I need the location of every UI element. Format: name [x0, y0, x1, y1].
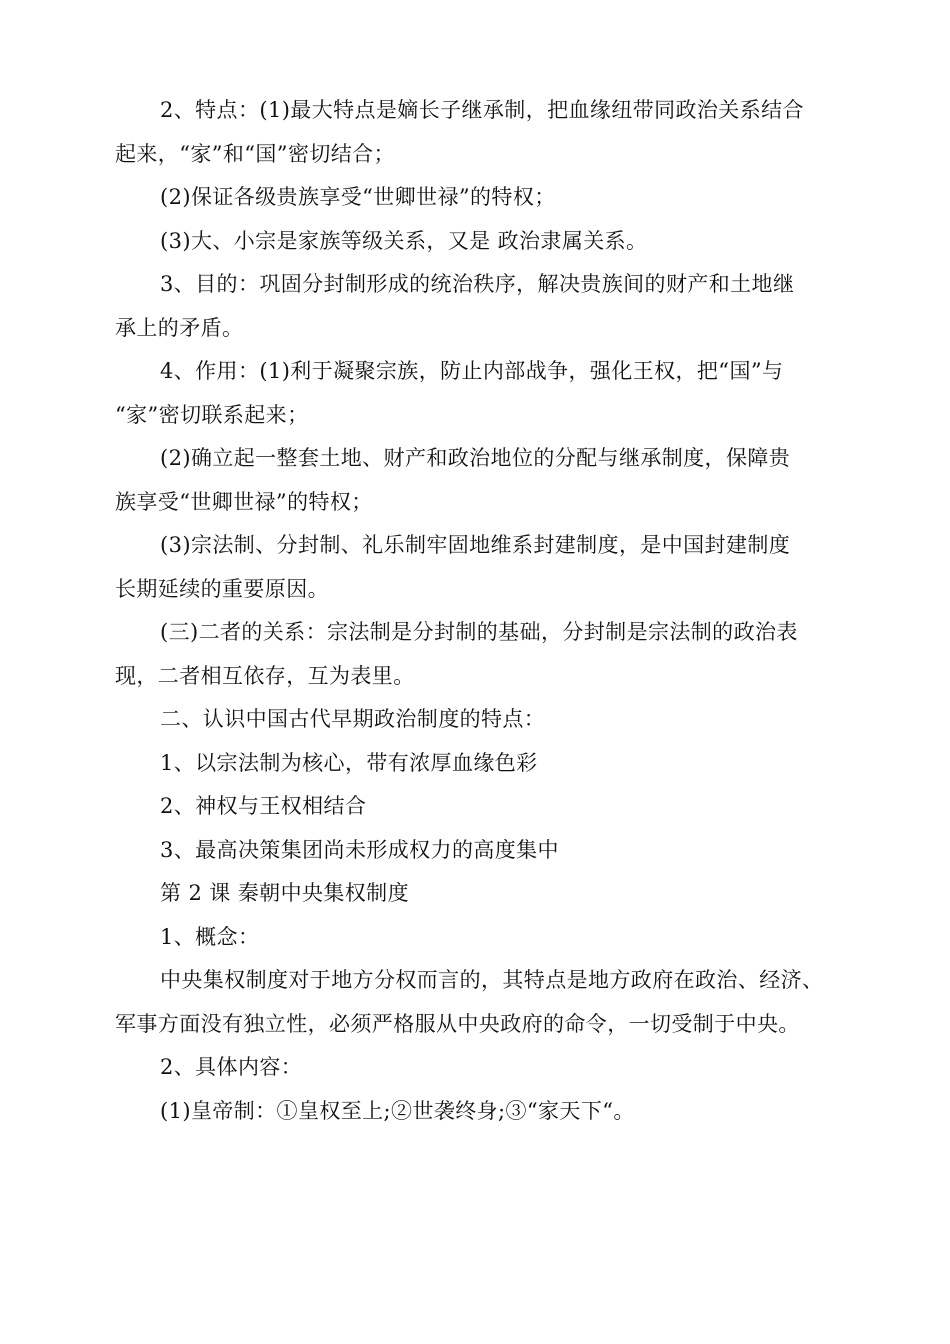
text-line: (3)大、小宗是家族等级关系，又是 政治隶属关系。 [160, 229, 648, 253]
text-line: 3、最高决策集团尚未形成权力的高度集中 [160, 838, 559, 862]
text-line: 现，二者相互依存，互为表里。 [115, 664, 415, 688]
text-line: (三)二者的关系：宗法制是分封制的基础，分封制是宗法制的政治表 [160, 620, 798, 644]
text-line: “家”密切联系起来； [115, 403, 309, 427]
text-line: 2、特点：(1)最大特点是嫡长子继承制，把血缘纽带同政治关系结合 [160, 98, 804, 122]
text-line: 4、作用：(1)利于凝聚宗族，防止内部战争，强化王权，把“国”与 [160, 359, 784, 383]
text-line: 3、目的：巩固分封制形成的统治秩序，解决贵族间的财产和土地继 [160, 272, 795, 296]
text-line: 长期延续的重要原因。 [115, 577, 329, 601]
text-line: 起来，“家”和“国”密切结合； [115, 142, 395, 166]
text-line: 军事方面没有独立性，必须严格服从中央政府的命令，一切受制于中央。 [115, 1012, 800, 1036]
text-line: (2)确立起一整套土地、财产和政治地位的分配与继承制度，保障贵 [160, 446, 791, 470]
section-heading: 第 2 课 秦朝中央集权制度 [160, 881, 409, 905]
text-line: 族享受“世卿世禄”的特权； [115, 490, 373, 514]
text-line: 二、认识中国古代早期政治制度的特点： [160, 707, 546, 731]
text-line: 2、具体内容： [160, 1055, 303, 1079]
text-line: (2)保证各级贵族享受“世卿世禄”的特权； [160, 185, 556, 209]
text-line: 1、概念： [160, 925, 260, 949]
text-line: 2、神权与王权相结合 [160, 794, 367, 818]
text-line: (3)宗法制、分封制、礼乐制牢固地维系封建制度，是中国封建制度 [160, 533, 791, 557]
text-line: 中央集权制度对于地方分权而言的，其特点是地方政府在政治、经济、 [160, 968, 824, 992]
text-line: 1、以宗法制为核心，带有浓厚血缘色彩 [160, 751, 538, 775]
text-line: 承上的矛盾。 [115, 316, 244, 340]
text-line: (1)皇帝制：①皇权至上;②世袭终身;③“家天下“。 [160, 1099, 635, 1123]
